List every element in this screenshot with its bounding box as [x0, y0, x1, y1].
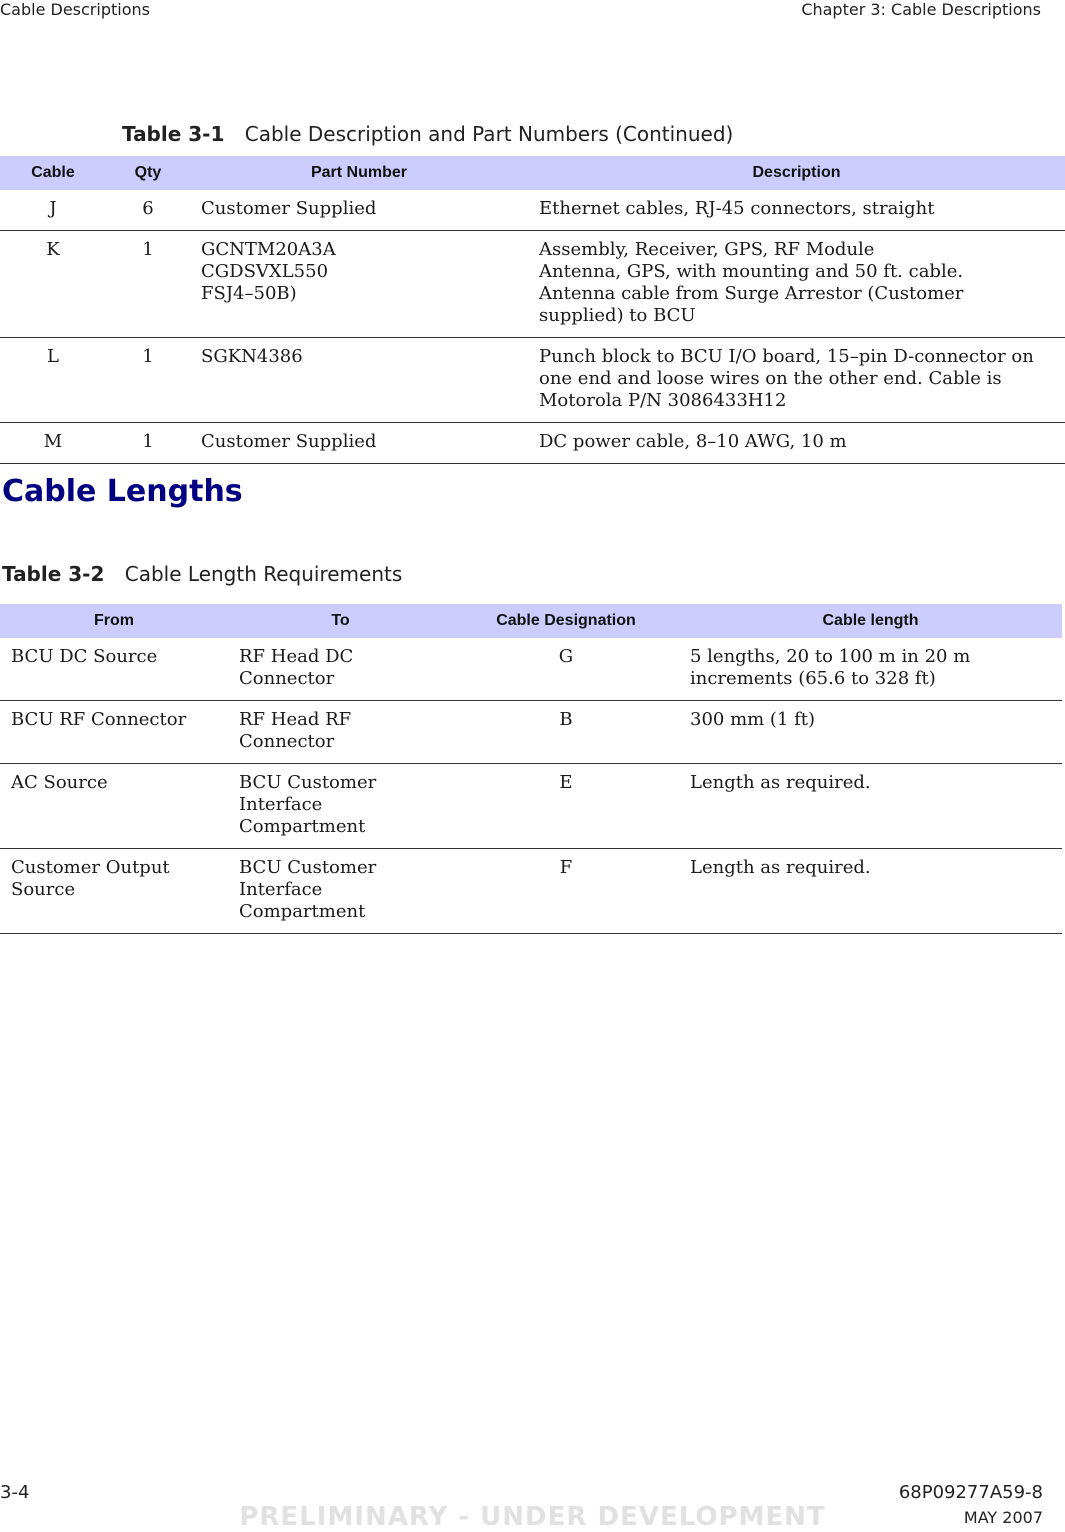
table1-label: Table 3-1 [122, 122, 225, 146]
table-row [0, 231, 1065, 338]
document-number: 68P09277A59-8 [898, 1482, 1043, 1503]
col-header-cable-designation: Cable Designation [453, 604, 679, 638]
cell-description: DC power cable, 8–10 AWG, 10 m [528, 423, 1065, 464]
cell-part-number: Customer Supplied [190, 423, 528, 464]
table-row [0, 701, 1062, 764]
cell-from: Customer Output Source [0, 849, 228, 934]
col-header-to: To [228, 604, 453, 638]
cell-designation: B [453, 701, 679, 764]
cell-designation: G [453, 638, 679, 701]
cell-part-number: Customer Supplied [190, 190, 528, 231]
table2-header-row [0, 604, 1062, 638]
page-number: 3-4 [0, 1482, 30, 1503]
table1-header-row [0, 156, 1065, 190]
cell-to: RF Head DC Connector [228, 638, 453, 701]
publication-date: MAY 2007 [963, 1508, 1043, 1527]
cell-to: RF Head RF Connector [228, 701, 453, 764]
col-header-part-number: Part Number [190, 156, 528, 190]
cable-length-table [0, 604, 1062, 934]
cell-length: 5 lengths, 20 to 100 m in 20 m increments (65.6 to 328 ft) [679, 638, 1062, 701]
table1-title: Cable Description and Part Numbers (Continued) [244, 122, 734, 146]
table-row [0, 423, 1065, 464]
cell-qty: 1 [106, 231, 190, 338]
cell-from: BCU DC Source [0, 638, 228, 701]
cell-length: 300 mm (1 ft) [679, 701, 1062, 764]
cell-from: BCU RF Connector [0, 701, 228, 764]
table1-caption [122, 122, 733, 146]
cell-qty: 1 [106, 423, 190, 464]
cell-designation: E [453, 764, 679, 849]
cell-designation: F [453, 849, 679, 934]
table-row [0, 638, 1062, 701]
cell-description: Assembly, Receiver, GPS, RF Module Antenna, GPS, with mounting and 50 ft. cable. Antenna cable from Surge Arrestor (Customer supplied) to BCU [528, 231, 1065, 338]
cable-description-table [0, 156, 1065, 464]
cell-cable: L [0, 338, 106, 423]
cell-from: AC Source [0, 764, 228, 849]
cell-to: BCU Customer Interface Compartment [228, 849, 453, 934]
cell-cable: K [0, 231, 106, 338]
col-header-cable: Cable [0, 156, 106, 190]
table-row [0, 849, 1062, 934]
cell-part-number: GCNTM20A3A CGDSVXL550 FSJ4–50B) [190, 231, 528, 338]
section-heading: Cable Lengths [2, 474, 243, 509]
col-header-from: From [0, 604, 228, 638]
table-row [0, 764, 1062, 849]
table2-caption [2, 562, 402, 586]
table-row [0, 338, 1065, 423]
table2-label: Table 3-2 [2, 562, 105, 586]
col-header-qty: Qty [106, 156, 190, 190]
cell-description: Ethernet cables, RJ-45 connectors, straight [528, 190, 1065, 231]
cell-qty: 1 [106, 338, 190, 423]
col-header-description: Description [528, 156, 1065, 190]
cell-length: Length as required. [679, 849, 1062, 934]
cell-qty: 6 [106, 190, 190, 231]
col-header-cable-length: Cable length [679, 604, 1062, 638]
running-header-right: Chapter 3: Cable Descriptions [801, 0, 1041, 19]
cell-to: BCU Customer Interface Compartment [228, 764, 453, 849]
cell-length: Length as required. [679, 764, 1062, 849]
preliminary-watermark: PRELIMINARY - UNDER DEVELOPMENT [239, 1502, 826, 1532]
table-row [0, 190, 1065, 231]
table2-title: Cable Length Requirements [124, 562, 403, 586]
cell-cable: J [0, 190, 106, 231]
cell-cable: M [0, 423, 106, 464]
cell-description: Punch block to BCU I/O board, 15–pin D-connector on one end and loose wires on the other end. Cable is Motorola P/N 3086433H12 [528, 338, 1065, 423]
cell-part-number: SGKN4386 [190, 338, 528, 423]
running-header-left: Cable Descriptions [0, 0, 150, 19]
